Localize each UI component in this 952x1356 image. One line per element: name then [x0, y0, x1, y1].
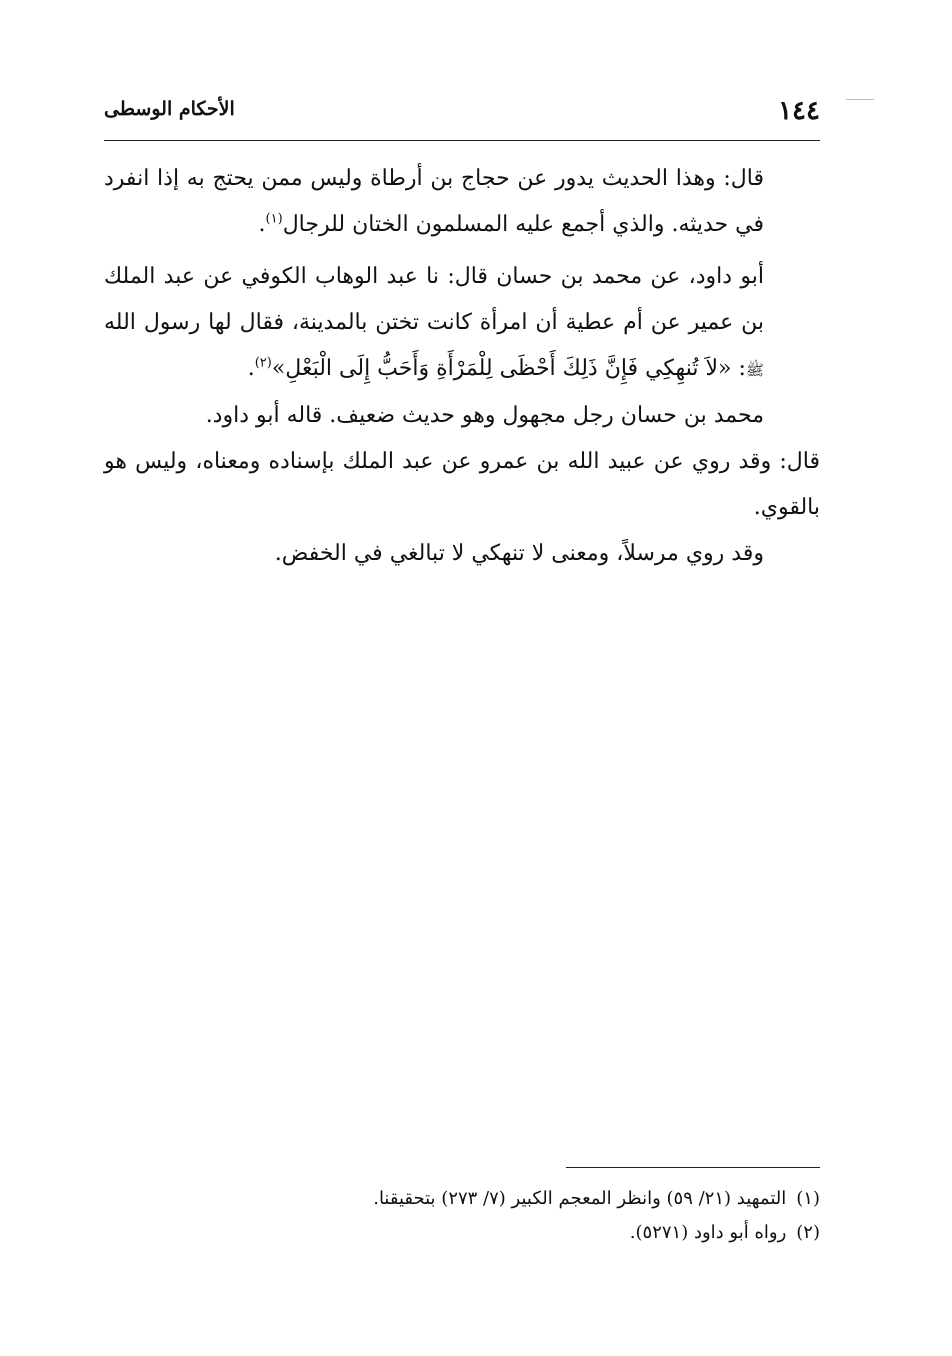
footnote-ref-1: (١)	[265, 211, 283, 227]
footnotes	[104, 1182, 820, 1250]
salutation-glyph: ﷺ	[745, 361, 764, 379]
footnote-rule	[566, 1167, 820, 1168]
paragraph-1	[104, 156, 820, 248]
footnote-1	[104, 1182, 820, 1216]
footnote-1-number: (١)	[796, 1188, 820, 1209]
footnote-2-number: (٢)	[796, 1222, 820, 1243]
footnote-ref-2: (٢)	[254, 355, 272, 371]
page-number: ١٤٤	[778, 96, 820, 126]
running-title: الأحكام الوسطى	[104, 98, 235, 120]
paragraph-2-end: .	[247, 356, 255, 381]
page-header	[104, 96, 820, 138]
scan-mark	[846, 99, 874, 100]
paragraph-2-text: أبو داود، عن محمد بن حسان قال: نا عبد الوهاب الكوفي عن عبد الملك بن عمير عن أم عطية أن امرأة كانت تختن بالمدينة، فقال لها رسول الله	[104, 264, 764, 335]
header-rule	[104, 140, 820, 141]
footnote-2-text: رواه أبو داود (٥٢٧١).	[629, 1222, 787, 1243]
paragraph-3: محمد بن حسان رجل مجهول وهو حديث ضعيف. قاله أبو داود.	[205, 403, 764, 428]
footnote-1-text: التمهيد (٢١/ ٥٩) وانظر المعجم الكبير (٧/ ٢٧٣) بتحقيقنا.	[373, 1188, 787, 1209]
paragraph-4: قال: وقد روي عن عبيد الله بن عمرو عن عبد الملك بإسناده ومعناه، وليس هو بالقوي.	[104, 449, 820, 520]
hadith-quote: : «لاَ تُنهِكِي فَإِنَّ ذَلِكَ أَحْظَى لِلْمَرْأَةِ وَأَحَبُّ إِلَى الْبَعْلِ»	[271, 356, 746, 381]
paragraph-1-end: .	[258, 212, 266, 237]
paragraph-1-text: قال: وهذا الحديث يدور عن حجاج بن أرطاة وليس ممن يحتج به إذا انفرد في حديثه. والذي أجمع عليه المسلمون الختان للرجال	[104, 166, 764, 237]
paragraph-2	[104, 254, 820, 393]
footnote-2	[104, 1216, 820, 1250]
paragraph-5: وقد روي مرسلاً، ومعنى لا تنهكي لا تبالغي في الخفض.	[274, 541, 764, 566]
main-text	[104, 156, 820, 577]
